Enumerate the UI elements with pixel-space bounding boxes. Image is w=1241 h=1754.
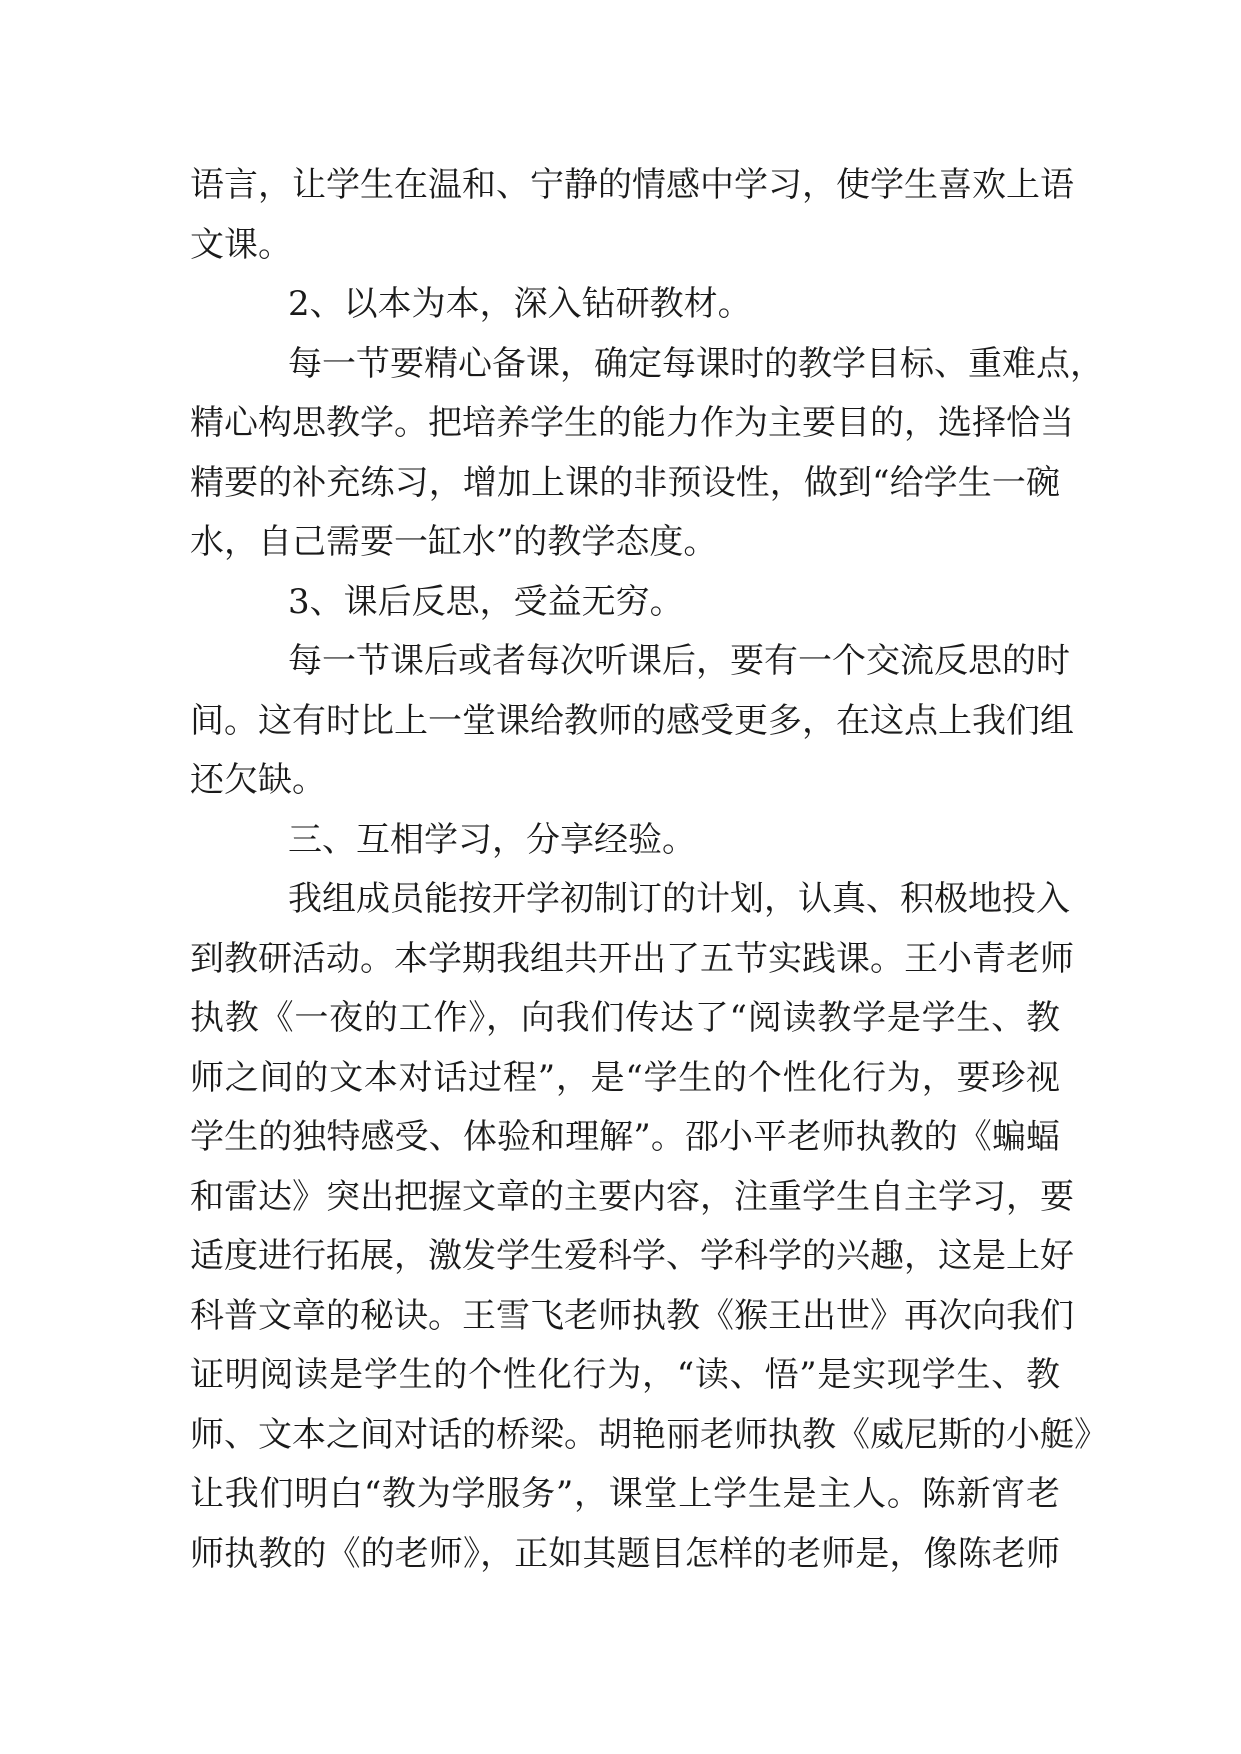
text-line: 证明阅读是学生的个性化行为，“读、悟”是实现学生、教 xyxy=(190,1355,1060,1395)
text-line: 适度进行拓展，激发学生爱科学、学科学的兴趣，这是上好 xyxy=(190,1236,1074,1276)
text-line: 和雷达》突出把握文章的主要内容，注重学生自主学习，要 xyxy=(190,1176,1074,1217)
text-line: 到教研活动。本学期我组共开出了五节实践课。王小青老师 xyxy=(190,938,1074,979)
text-line: 每一节要精心备课，确定每课时的教学目标、重难点， xyxy=(288,343,1104,384)
section-heading: 三、互相学习，分享经验。 xyxy=(288,819,696,860)
body-text xyxy=(190,156,1108,1584)
text-line: 每一节课后或者每次听课后，要有一个交流反思的时 xyxy=(288,641,1070,681)
text-line: 师执教的《的老师》，正如其题目怎样的老师是，像陈老师 xyxy=(190,1533,1060,1574)
text-line: 语言，让学生在温和、宁静的情感中学习，使学生喜欢上语 xyxy=(190,165,1074,205)
text-line: 执教《一夜的工作》，向我们传达了“阅读教学是学生、教 xyxy=(190,998,1060,1038)
text-line: 师之间的文本对话过程”，是“学生的个性化行为，要珍视 xyxy=(190,1057,1060,1098)
text-line: 让我们明白“教为学服务”，课堂上学生是主人。陈新宵老 xyxy=(190,1474,1060,1514)
text-line: 精心构思教学。把培养学生的能力作为主要目的，选择恰当 xyxy=(190,403,1074,443)
section-heading: 2、以本为本，深入钻研教材。 xyxy=(288,284,752,324)
text-line: 水，自己需要一缸水”的教学态度。 xyxy=(190,522,718,562)
text-line: 间。这有时比上一堂课给教师的感受更多，在这点上我们组 xyxy=(190,700,1074,741)
text-line: 精要的补充练习，增加上课的非预设性，做到“给学生一碗 xyxy=(190,462,1060,503)
text-line: 学生的独特感受、体验和理解”。邵小平老师执教的《蝙蝠 xyxy=(190,1117,1060,1157)
text-line: 文课。 xyxy=(190,224,292,265)
text-line: 科普文章的秘诀。王雪飞老师执教《猴王出世》再次向我们 xyxy=(190,1295,1074,1336)
text-line: 我组成员能按开学初制订的计划，认真、积极地投入 xyxy=(288,879,1070,919)
section-heading: 3、课后反思，受益无穷。 xyxy=(288,581,684,622)
text-line: 师、文本之间对话的桥梁。胡艳丽老师执教《威尼斯的小艇》 xyxy=(190,1414,1108,1455)
text-line: 还欠缺。 xyxy=(190,760,326,800)
